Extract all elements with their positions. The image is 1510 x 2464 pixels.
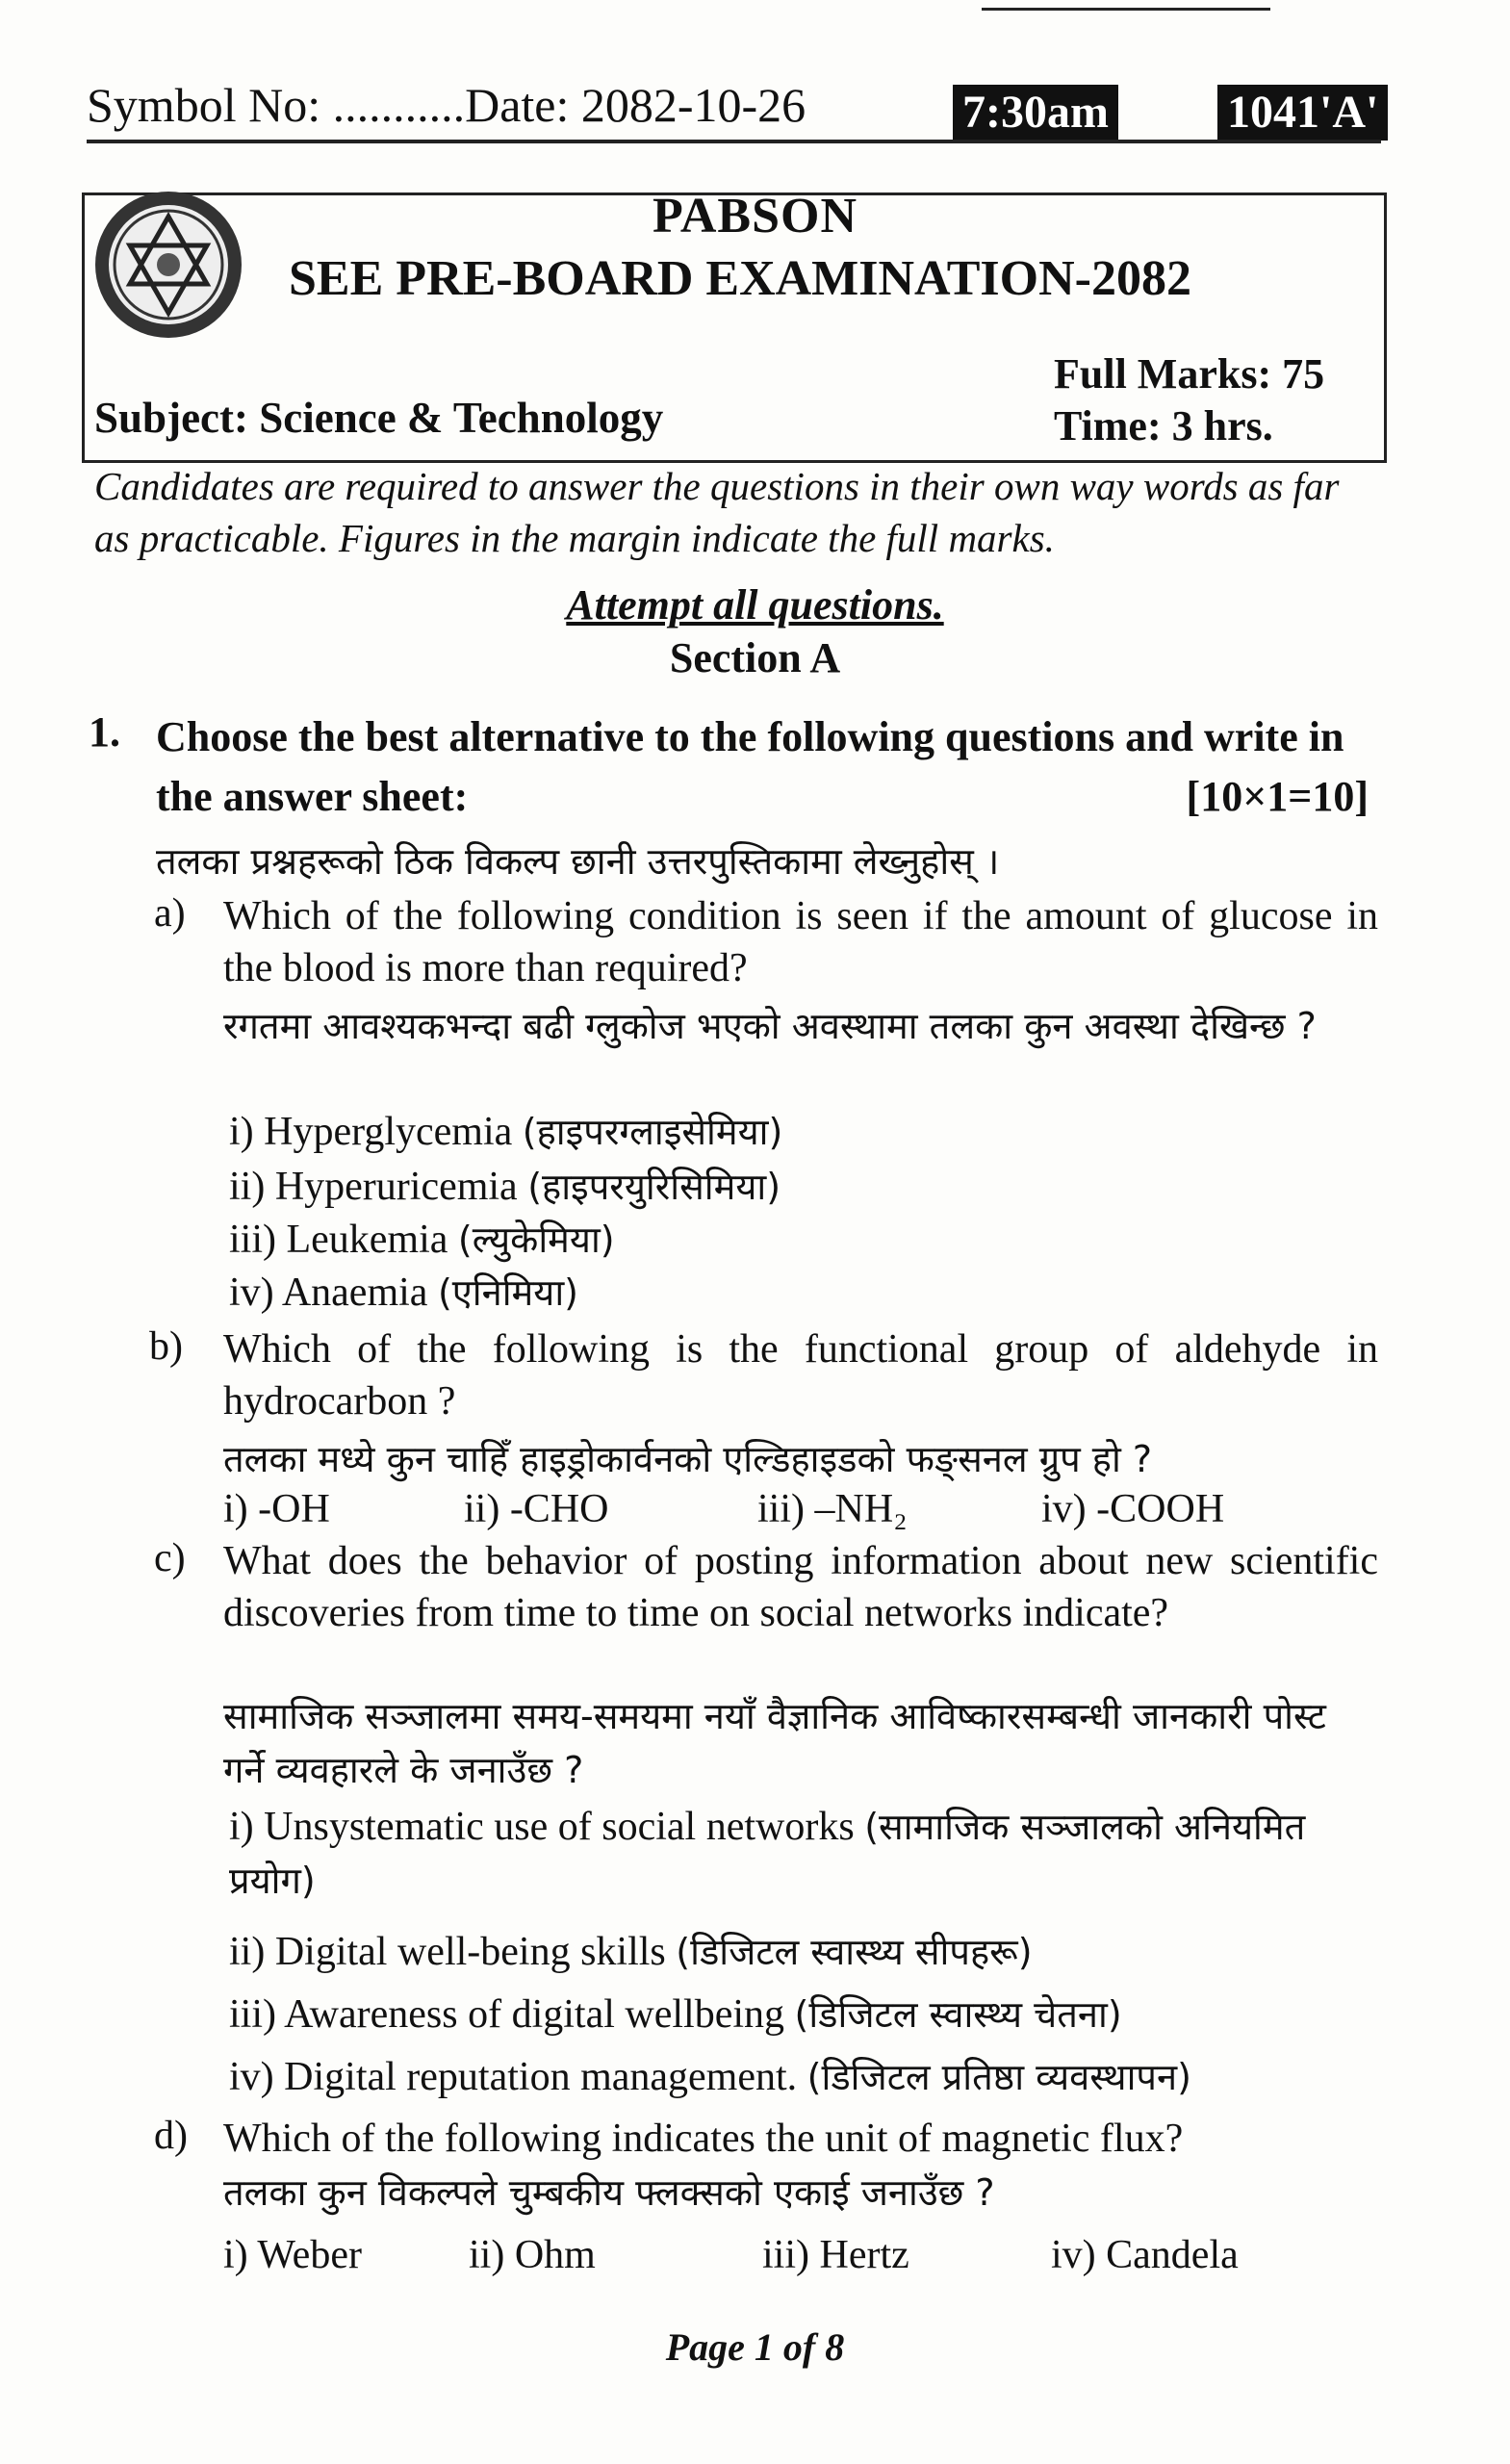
section-title: Section A bbox=[669, 634, 841, 681]
qa-option-1: i) Hyperglycemia (हाइपरग्लाइसेमिया) bbox=[229, 1110, 783, 1154]
code-badge: 1041'A' bbox=[1217, 85, 1388, 141]
qc-label: c) bbox=[154, 1536, 186, 1580]
qd-option-4: iv) Candela bbox=[1051, 2233, 1239, 2277]
qd-option-1: i) Weber bbox=[223, 2233, 362, 2277]
qa-option-4: iv) Anaemia (एनिमिया) bbox=[229, 1270, 578, 1315]
q1-number: 1. bbox=[89, 708, 120, 756]
qb-option-1: i) -OH bbox=[223, 1487, 330, 1531]
q1-nepali: तलका प्रश्नहरूको ठिक विकल्प छानी उत्तरपुस्तिकामा लेख्नुहोस् । bbox=[156, 840, 1000, 883]
qc-text: What does the behavior of posting information about new scientific discoveries from time to time on social networks indicate? bbox=[223, 1539, 1378, 1635]
header-line bbox=[87, 67, 1386, 144]
qa-text: Which of the following condition is seen if the amount of glucose in the blood is more than required? bbox=[223, 894, 1378, 990]
subject: Subject: Science & Technology bbox=[94, 394, 664, 442]
instructions: Candidates are required to answer the questions in their own way words as far as practicable. Figures in the margin indicate the full marks. bbox=[94, 464, 1340, 560]
qc-option-2: ii) Digital well-being skills (डिजिटल स्वास्थ्य सीपहरू) bbox=[229, 1930, 1033, 1974]
qd-options bbox=[223, 2228, 1378, 2286]
top-rule bbox=[982, 8, 1270, 11]
header-rule bbox=[87, 140, 1381, 143]
qd-text: Which of the following indicates the unit of magnetic flux? bbox=[223, 2117, 1184, 2161]
qb-option-4: iv) -COOH bbox=[1041, 1487, 1225, 1531]
qd-option-3: iii) Hertz bbox=[762, 2233, 909, 2277]
qd-option-2: ii) Ohm bbox=[469, 2233, 596, 2277]
full-marks: Full Marks: 75 bbox=[1054, 350, 1325, 398]
qa-option-3: iii) Leukemia (ल्युकेमिया) bbox=[229, 1218, 615, 1262]
qd-label: d) bbox=[154, 2114, 188, 2158]
time-badge: 7:30am bbox=[953, 85, 1118, 141]
qa-nepali: रगतमा आवश्यकभन्दा बढी ग्लुकोज भएको अवस्थामा तलका कुन अवस्था देखिन्छ ? bbox=[223, 1005, 1317, 1047]
qb-nepali: तलका मध्ये कुन चाहिँ हाइड्रोकार्वनको एल्डिहाइडको फङ्सनल ग्रुप हो ? bbox=[223, 1438, 1153, 1480]
exam-title: SEE PRE-BOARD EXAMINATION-2082 bbox=[289, 251, 1191, 306]
school-name: PABSON bbox=[652, 189, 858, 244]
qa-option-2: ii) Hyperuricemia (हाइपरयुरिसिमिया) bbox=[229, 1165, 781, 1209]
qc-nepali: सामाजिक सञ्जालमा समय-समयमा नयाँ वैज्ञानिक आविष्कारसम्बन्धी जानकारी पोस्ट गर्ने व्यवहारले के जनाउँछ ? bbox=[223, 1695, 1326, 1791]
qc-option-3: iii) Awareness of digital wellbeing (डिजिटल स्वास्थ्य चेतना) bbox=[229, 1992, 1122, 2037]
symbol-date: Symbol No: ...........Date: 2082-10-26 bbox=[87, 78, 806, 132]
q1-text: Choose the best alternative to the following questions and write in the answer sheet: bbox=[156, 713, 1344, 820]
qc-option-4: iv) Digital reputation management. (डिजिटल प्रतिष्ठा व्यवस्थापन) bbox=[229, 2055, 1191, 2099]
qa-label: a) bbox=[154, 891, 186, 936]
page-number: Page 1 of 8 bbox=[665, 2325, 845, 2369]
qb-options bbox=[223, 1482, 1378, 1540]
qb-text: Which of the following is the functional group of aldehyde in hydrocarbon ? bbox=[223, 1327, 1378, 1424]
q1-marks: [10×1=10] bbox=[1186, 773, 1369, 820]
qb-option-3: iii) –NH₂ bbox=[757, 1487, 908, 1531]
qd-nepali: तलका कुन विकल्पले चुम्बकीय फ्लक्सको एकाई जनाउँछ ? bbox=[223, 2171, 995, 2214]
attempt-all: Attempt all questions. bbox=[566, 581, 944, 629]
marks-block bbox=[1054, 348, 1324, 452]
qc-option-1: i) Unsystematic use of social networks (सामाजिक सञ्जालको अनियमित प्रयोग) bbox=[229, 1805, 1306, 1902]
qb-option-2: ii) -CHO bbox=[464, 1487, 609, 1531]
qb-label: b) bbox=[149, 1324, 183, 1369]
q1-text-block bbox=[156, 707, 1383, 827]
exam-time: Time: 3 hrs. bbox=[1054, 402, 1273, 449]
